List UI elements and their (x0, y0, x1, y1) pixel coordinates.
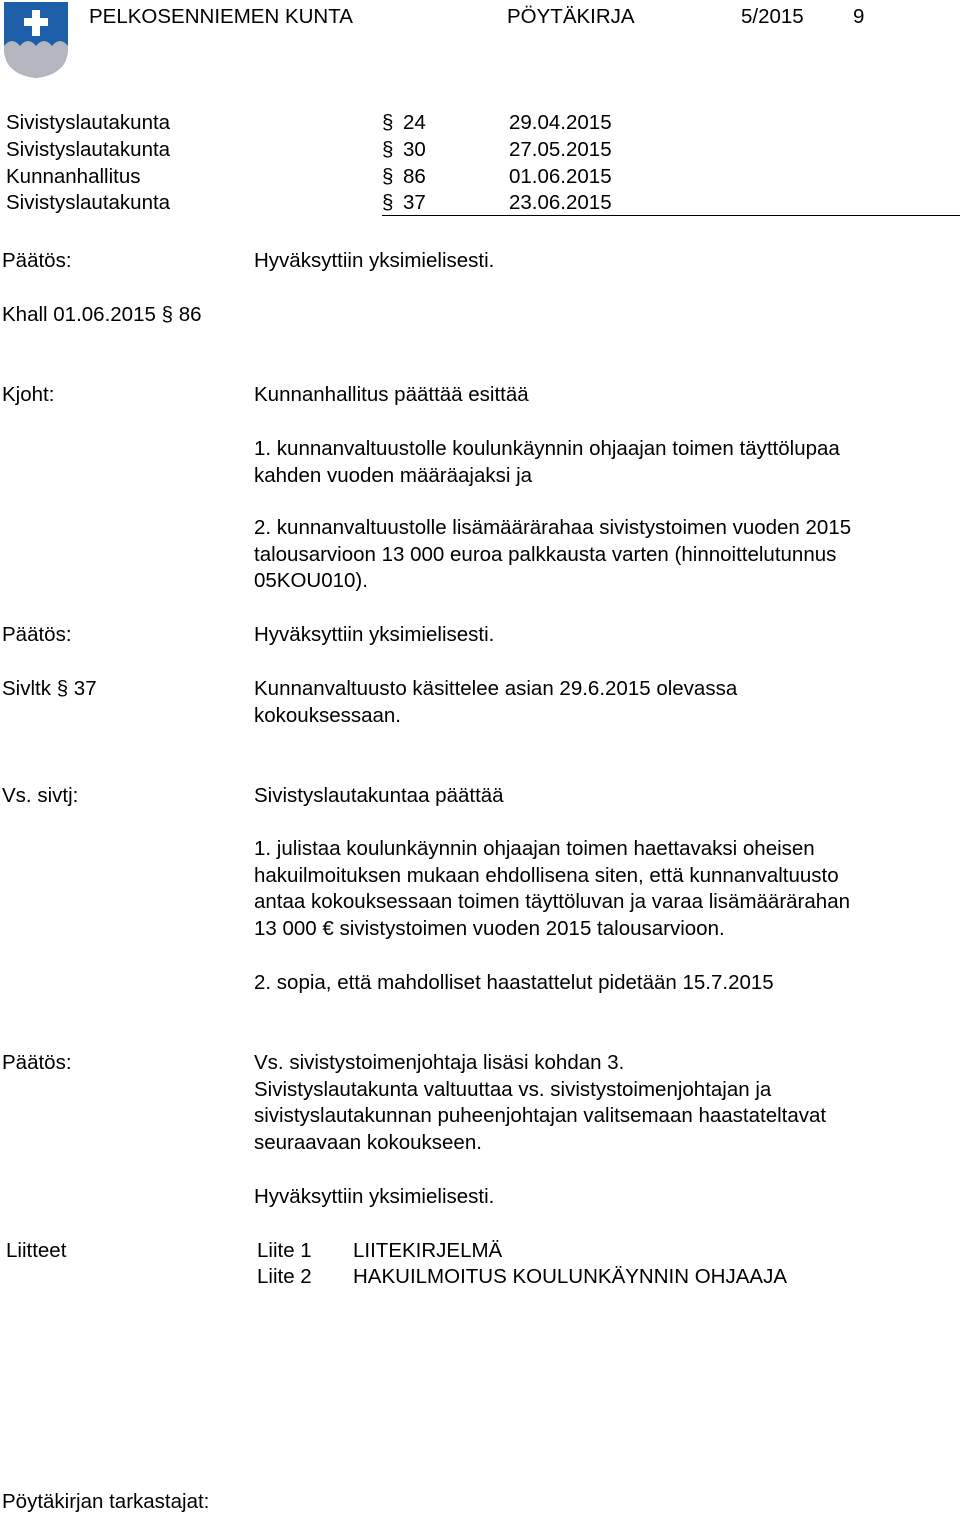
section-sign: § (382, 191, 394, 214)
section-sign: § (161, 303, 173, 326)
paragraph-line: antaa kokouksessaan toimen täyttöluvan ja varaa lisämäärärahan (254, 890, 850, 914)
sivltk-reference-text: Sivltk (2, 677, 51, 700)
history-number: 37 (403, 191, 426, 214)
municipality-name: PELKOSENNIEMEN KUNTA (89, 5, 353, 28)
vs-sivtj-label: Vs. sivtj: (2, 784, 79, 807)
history-number: 86 (403, 165, 426, 188)
attachment-ref: Liite 1 (257, 1239, 312, 1262)
history-date: 01.06.2015 (509, 165, 612, 188)
section-sign: § (382, 165, 394, 188)
page-number: 9 (853, 5, 865, 28)
attachments-label: Liitteet (6, 1239, 67, 1262)
decision-label: Päätös: (2, 623, 72, 646)
vs-sivtj-item1 (254, 836, 850, 943)
kjoht-item1 (254, 436, 840, 489)
history-date: 29.04.2015 (509, 111, 612, 134)
history-body: Sivistyslautakunta (6, 191, 171, 214)
document-type: PÖYTÄKIRJA (507, 5, 635, 28)
section-sign: § (56, 677, 69, 700)
history-date: 27.05.2015 (509, 138, 612, 161)
issue-number: 5/2015 (741, 5, 804, 28)
amount: 13 000 (254, 917, 317, 941)
paragraph-line: sivistyslautakunnan puheenjohtajan valitsemaan haastateltavat (254, 1104, 827, 1128)
kjoht-label: Kjoht: (2, 383, 55, 406)
khall-reference-number: 86 (178, 303, 202, 326)
paragraph-line: kokouksessaan. (254, 703, 402, 727)
paragraph-line: kahden vuoden määräajaksi ja (254, 463, 533, 487)
sivltk-reference-number: 37 (73, 677, 97, 700)
history-body: Sivistyslautakunta (6, 138, 171, 161)
khall-reference-text: Khall 01.06.2015 (2, 303, 156, 326)
vs-sivtj-intro: Sivistyslautakuntaa päättää (254, 784, 504, 807)
paragraph-line: 05KOU010). (254, 569, 368, 593)
decision-label: Päätös: (2, 1051, 72, 1074)
paragraph-line: Kunnanvaltuusto käsittelee asian 29.6.2015 olevassa (254, 677, 738, 700)
attachment-ref: Liite 2 (257, 1265, 312, 1288)
attachment-title: HAKUILMOITUS KOULUNKÄYNNIN OHJAAJA (353, 1265, 787, 1288)
kjoht-item2 (254, 515, 851, 595)
history-body: Sivistyslautakunta (6, 111, 171, 134)
paragraph-line: 2. kunnanvaltuustolle lisämäärärahaa sivistystoimen vuoden 2015 (254, 516, 852, 539)
decision-text: Hyväksyttiin yksimielisesti. (254, 249, 495, 272)
paragraph-line: talousarvioon 13 000 euroa palkkausta varten (hinnoittelutunnus (254, 542, 837, 566)
paragraph-line: 1. julistaa koulunkäynnin ohjaajan toimen haettavaksi oheisen (254, 837, 815, 860)
vs-sivtj-item2: 2. sopia, että mahdolliset haastattelut pidetään 15.7.2015 (254, 971, 774, 994)
paragraph-line: 1. kunnanvaltuustolle koulunkäynnin ohjaajan toimen täyttölupaa (254, 437, 840, 460)
khall-reference (2, 302, 202, 329)
amount-purpose: sivistystoimen vuoden 2015 talousarvioon. (339, 917, 725, 941)
section-sign: § (382, 111, 394, 134)
history-date: 23.06.2015 (509, 191, 612, 214)
history-body: Kunnanhallitus (6, 165, 141, 188)
minutes-checkers-label: Pöytäkirjan tarkastajat: (2, 1490, 210, 1513)
paragraph-line (254, 916, 850, 943)
decision-text: Hyväksyttiin yksimielisesti. (254, 623, 495, 646)
decision-final: Hyväksyttiin yksimielisesti. (254, 1185, 495, 1208)
paragraph-line: seuraavaan kokoukseen. (254, 1131, 482, 1155)
paragraph-line: Sivistyslautakunta valtuuttaa vs. sivistystoimenjohtajan ja (254, 1077, 772, 1101)
section-sign: § (382, 138, 394, 161)
sivltk-reference (2, 676, 97, 703)
paragraph-line: Vs. sivistystoimenjohtaja lisäsi kohdan 3. (254, 1051, 625, 1074)
paragraph-line: hakuilmoituksen mukaan ehdollisena siten, että kunnanvaltuusto (254, 863, 839, 887)
kjoht-intro: Kunnanhallitus päättää esittää (254, 383, 529, 406)
history-number: 30 (403, 138, 426, 161)
decision-label: Päätös: (2, 249, 72, 272)
attachment-title: LIITEKIRJELMÄ (353, 1239, 503, 1262)
sivltk-text (254, 676, 737, 729)
municipal-coat-of-arms-icon (4, 2, 68, 78)
decision-text (254, 1050, 826, 1157)
history-number: 24 (403, 111, 426, 134)
euro-sign: € (322, 917, 334, 941)
history-divider (382, 215, 960, 216)
